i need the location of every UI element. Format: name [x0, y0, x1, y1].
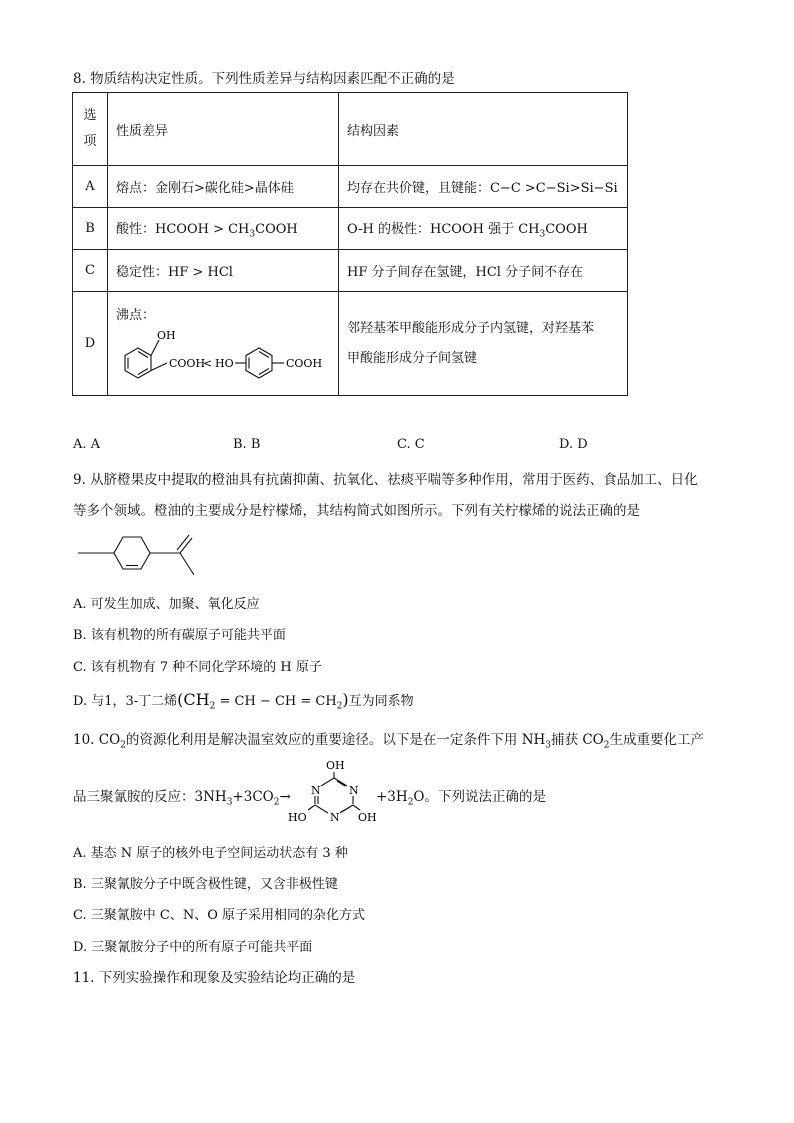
cyanuric-acid-structure: [288, 758, 380, 828]
prop-text: COOH: [255, 221, 298, 237]
subscript: 2: [603, 740, 610, 751]
q10-option-a: A. 基态 N 原子的核外电子空间运动状态有 3 种: [73, 846, 348, 861]
row-option: B: [73, 208, 108, 250]
row-option: D: [73, 292, 108, 396]
stem-text: O。下列说法正确的是: [413, 789, 546, 805]
table-row: [73, 208, 628, 250]
subscript: 2: [120, 740, 126, 751]
q9-option-b: B. 该有机物的所有碳原子可能共平面: [73, 628, 286, 643]
header-option: [73, 93, 108, 166]
row-reason: [339, 208, 628, 250]
oh-label: OH: [157, 329, 176, 342]
q10-stem-line1: [73, 728, 704, 751]
q8-stem: 8. 物质结构决定性质。下列性质差异与结构因素匹配不正确的是: [73, 71, 455, 87]
q9-option-d: [73, 690, 414, 712]
table-row: [73, 166, 628, 208]
table-row: [73, 250, 628, 292]
q9-stem-line2: 等多个领域。橙油的主要成分是柠檬烯，其结构简式如图所示。下列有关柠檬烯的说法正确的是: [73, 503, 640, 519]
q8-option-d: D. D: [559, 437, 588, 452]
prop-text: 沸点：: [116, 308, 156, 323]
q10-option-b: B. 三聚氰胺分子中既含极性键，又含非极性键: [73, 877, 338, 892]
stem-text: 生成重要化工产: [609, 732, 704, 748]
q11-stem: 11. 下列实验操作和现象及实验结论均正确的是: [73, 970, 356, 986]
formula-text: = CH − CH = CH: [215, 694, 337, 709]
row-property: [108, 208, 339, 250]
subscript: 2: [336, 701, 343, 712]
header-option-top: 选: [83, 108, 97, 123]
subscript: 2: [407, 797, 414, 808]
arrow: →: [279, 789, 291, 805]
q8-option-c: C. C: [397, 437, 425, 452]
q9-option-a: A. 可发生加成、加聚、氧化反应: [73, 597, 260, 612]
nitrogen-label: N: [349, 784, 359, 797]
q8-option-b: B. B: [233, 437, 261, 452]
row-option: A: [73, 166, 108, 208]
row-reason: [339, 292, 628, 396]
stem-text: 品三聚氰胺的反应：3NH: [73, 789, 227, 805]
reason-line: 甲酸能形成分子间氢键: [347, 350, 478, 366]
q9-option-c: C. 该有机物有 7 种不同化学环境的 H 原子: [73, 660, 322, 675]
ho-label: HO: [288, 811, 307, 824]
row-property: 熔点：金刚石>碳化硅>晶体硅: [108, 166, 339, 208]
table-header-row: [73, 93, 628, 166]
stem-text: +3H: [376, 789, 408, 805]
nitrogen-label: N: [330, 811, 340, 824]
subscript: 3: [539, 229, 546, 240]
reason-line: 邻羟基苯甲酸能形成分子内氢键，对羟基苯: [347, 320, 595, 336]
q10-stem-line2-left: [73, 785, 291, 808]
stem-text: +3CO: [232, 789, 274, 805]
subscript: 3: [249, 229, 256, 240]
row-property: [108, 292, 339, 396]
formula-text: ): [342, 690, 349, 709]
nitrogen-label: N: [311, 784, 321, 797]
stem-text: 10. CO: [73, 732, 121, 748]
oh-label: OH: [326, 759, 345, 772]
header-option-bottom: 项: [83, 134, 97, 149]
reason-text: COOH: [545, 221, 588, 237]
prop-text: 酸性：HCOOH > CH: [116, 221, 250, 237]
option-text: 互为同系物: [348, 694, 414, 709]
q10-stem-line2-right: [376, 785, 546, 808]
subscript: 2: [209, 701, 216, 712]
q10-option-d: D. 三聚氰胺分子中的所有原子可能共平面: [73, 940, 313, 955]
formula-text: (CH: [177, 690, 210, 709]
q10-option-c: C. 三聚氰胺中 C、N、O 原子采用相同的杂化方式: [73, 908, 365, 923]
header-reason: 结构因素: [339, 93, 628, 166]
reason-text: O-H 的极性：HCOOH 强于 CH: [347, 221, 540, 237]
option-text: D. 与1，3-丁二烯: [73, 694, 178, 709]
hydroxybenzoic-acid-structures: [112, 326, 338, 386]
limonene-structure: [74, 530, 204, 580]
header-property: 性质差异: [108, 93, 339, 166]
row-property: 稳定性：HF > HCl: [108, 250, 339, 292]
subscript: 2: [273, 797, 280, 808]
row-reason: 均存在共价键，且键能：C−C >C−Si>Si−Si: [339, 166, 628, 208]
table-row: [73, 292, 628, 396]
subscript: 3: [545, 740, 552, 751]
ho-label: HO: [215, 357, 234, 370]
row-option: C: [73, 250, 108, 292]
cooh-label: COOH: [286, 357, 323, 370]
q9-stem-line1: 9. 从脐橙果皮中提取的橙油具有抗菌抑菌、抗氧化、祛痰平喘等多种作用，常用于医药、食品加工、日化: [73, 472, 698, 488]
subscript: 3: [226, 797, 233, 808]
row-reason: HF 分子间存在氢键，HCl 分子间不存在: [339, 250, 628, 292]
q8-option-a: A. A: [73, 437, 101, 452]
less-than-sign: <: [203, 357, 213, 370]
q8-table: [72, 92, 628, 396]
oh-label: OH: [358, 811, 377, 824]
stem-text: 的资源化利用是解决温室效应的重要途径。以下是在一定条件下用 NH: [125, 732, 546, 748]
stem-text: 捕获 CO: [551, 732, 604, 748]
cooh-label: COOH: [169, 357, 206, 370]
